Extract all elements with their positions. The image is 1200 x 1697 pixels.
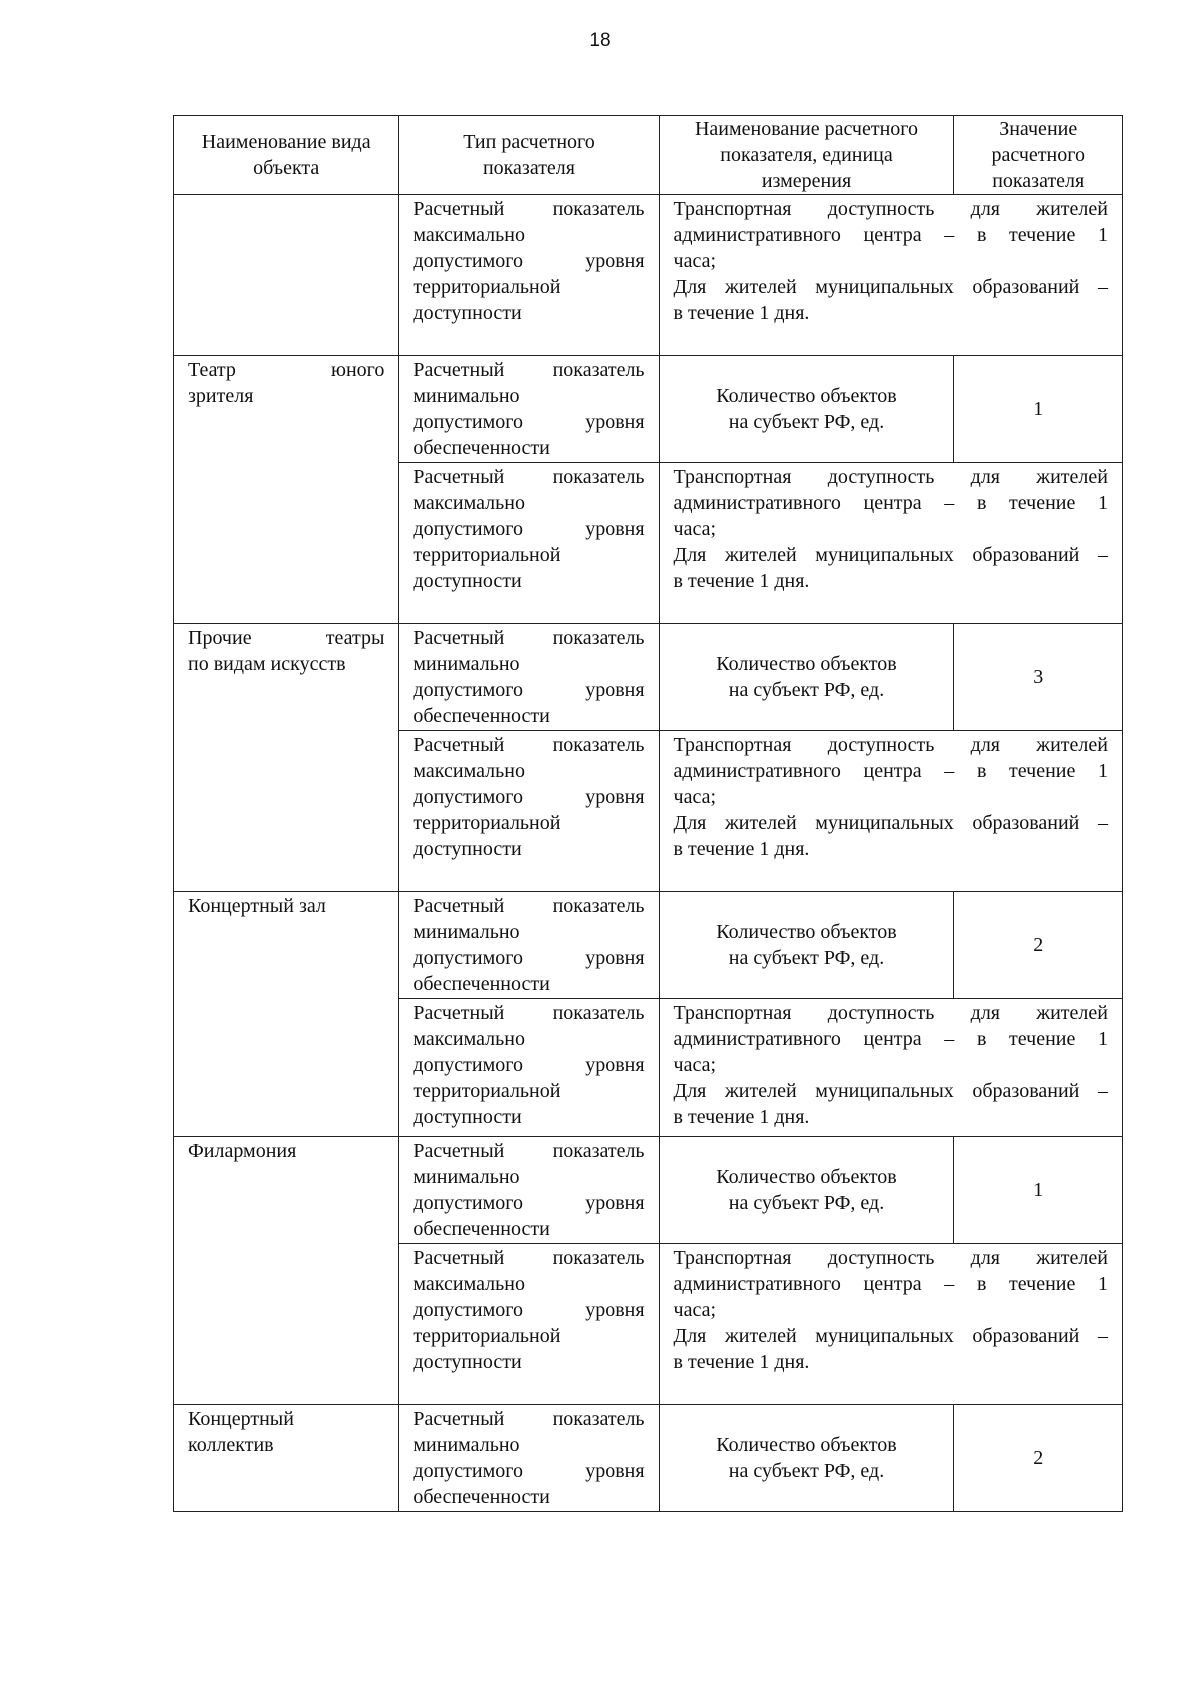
object-name-cell: Филармония xyxy=(174,1137,399,1405)
indicator-description-cell: Транспортная доступность для жителей административного центра – в течение 1 часа; Для жителей муниципальных образований – в течение 1 дня. xyxy=(659,463,1122,624)
indicator-name-cell: Количество объектов на субъект РФ, ед. xyxy=(659,356,954,463)
indicator-type-cell: Расчетный показатель максимально допустимого уровня территориальной доступности xyxy=(399,731,659,892)
object-name-cell: Концертный коллектив xyxy=(174,1405,399,1512)
header-object-type: Наименование вида объекта xyxy=(174,116,399,195)
table-row xyxy=(174,624,1123,731)
indicator-value-cell: 2 xyxy=(954,1405,1123,1512)
indicator-name-cell: Количество объектов на субъект РФ, ед. xyxy=(659,892,954,999)
table-row xyxy=(174,892,1123,999)
header-indicator-value: Значение расчетного показателя xyxy=(954,116,1123,195)
header-indicator-type: Тип расчетного показателя xyxy=(399,116,659,195)
page-number: 18 xyxy=(589,30,611,51)
indicator-description-cell: Транспортная доступность для жителей административного центра – в течение 1 часа; Для жителей муниципальных образований – в течение 1 дня. xyxy=(659,731,1122,892)
indicator-type-cell: Расчетный показатель максимально допустимого уровня территориальной доступности xyxy=(399,195,659,356)
indicator-type-cell: Расчетный показатель максимально допустимого уровня территориальной доступности xyxy=(399,999,659,1137)
indicator-type-cell: Расчетный показатель минимально допустимого уровня обеспеченности xyxy=(399,624,659,731)
indicator-value-cell: 1 xyxy=(954,1137,1123,1244)
indicator-type-cell: Расчетный показатель минимально допустимого уровня обеспеченности xyxy=(399,1405,659,1512)
indicator-name-cell: Количество объектов на субъект РФ, ед. xyxy=(659,624,954,731)
table-row xyxy=(174,1405,1123,1512)
object-name-cell: Прочие театры по видам искусств xyxy=(174,624,399,892)
indicator-value-cell: 2 xyxy=(954,892,1123,999)
indicator-description-cell: Транспортная доступность для жителей административного центра – в течение 1 часа; Для жителей муниципальных образований – в течение 1 дня. xyxy=(659,195,1122,356)
table-header-row xyxy=(174,116,1123,195)
table-row xyxy=(174,195,1123,356)
indicator-name-cell: Количество объектов на субъект РФ, ед. xyxy=(659,1405,954,1512)
object-name-cell: Концертный зал xyxy=(174,892,399,1137)
indicator-type-cell: Расчетный показатель минимально допустимого уровня обеспеченности xyxy=(399,892,659,999)
indicator-name-cell: Количество объектов на субъект РФ, ед. xyxy=(659,1137,954,1244)
table-row xyxy=(174,356,1123,463)
indicator-description-cell: Транспортная доступность для жителей административного центра – в течение 1 часа; Для жителей муниципальных образований – в течение 1 дня. xyxy=(659,1244,1122,1405)
indicators-table xyxy=(173,115,1123,1512)
table-row xyxy=(174,1137,1123,1244)
indicator-type-cell: Расчетный показатель минимально допустимого уровня обеспеченности xyxy=(399,356,659,463)
indicator-description-cell: Транспортная доступность для жителей административного центра – в течение 1 часа; Для жителей муниципальных образований – в течение 1 дня. xyxy=(659,999,1122,1137)
object-name-cell xyxy=(174,195,399,356)
header-indicator-name: Наименование расчетного показателя, единица измерения xyxy=(659,116,954,195)
object-name-cell: Театр юного зрителя xyxy=(174,356,399,624)
indicator-type-cell: Расчетный показатель максимально допустимого уровня территориальной доступности xyxy=(399,1244,659,1405)
indicator-value-cell: 3 xyxy=(954,624,1123,731)
indicator-type-cell: Расчетный показатель максимально допустимого уровня территориальной доступности xyxy=(399,463,659,624)
indicator-type-cell: Расчетный показатель минимально допустимого уровня обеспеченности xyxy=(399,1137,659,1244)
indicator-value-cell: 1 xyxy=(954,356,1123,463)
